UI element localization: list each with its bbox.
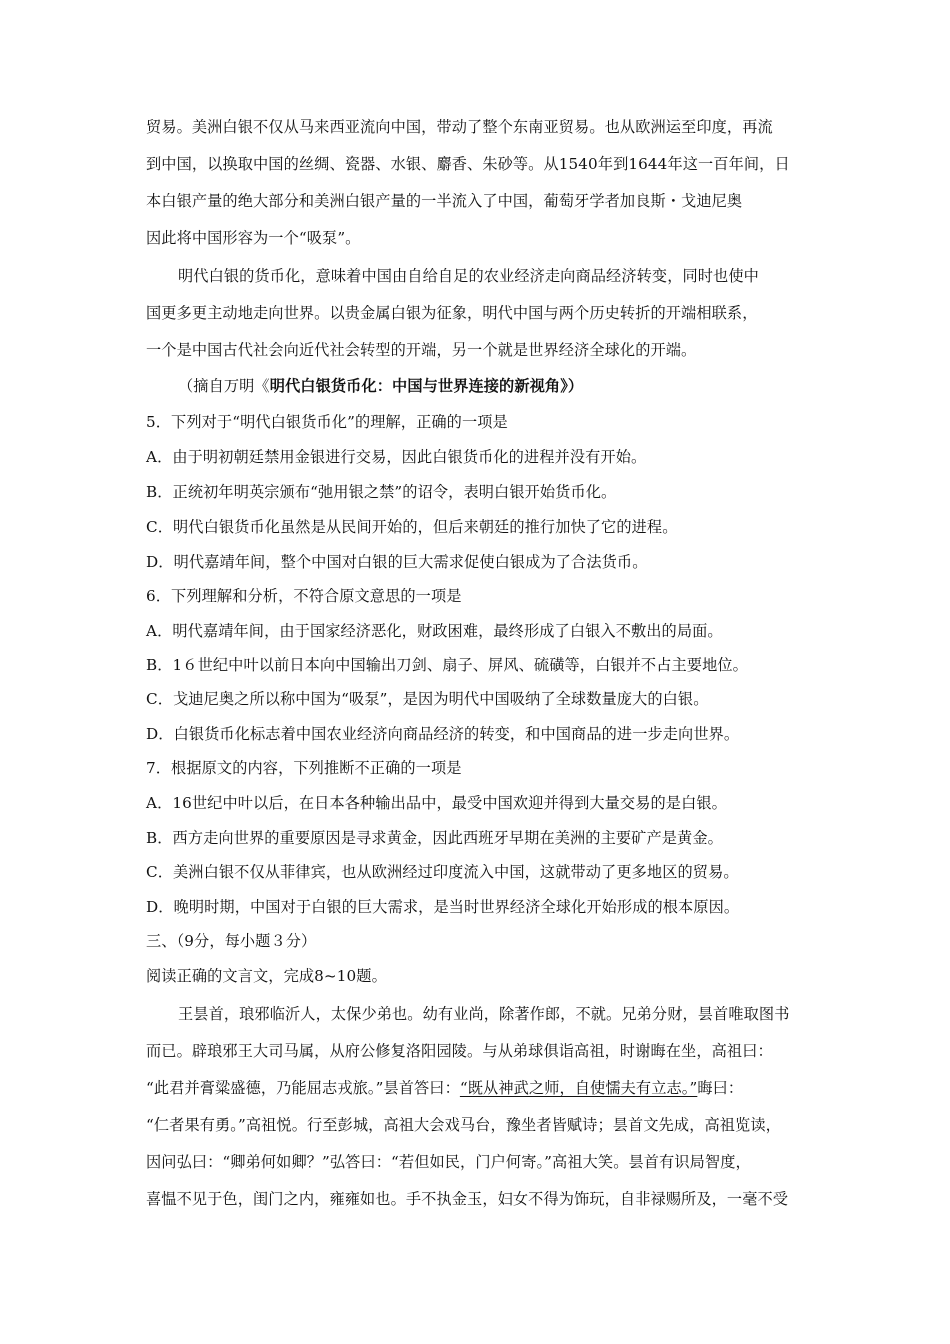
question-5: 5．下列对于“明代白银货币化”的理解，正确的一项是	[146, 413, 508, 431]
classical-line: 王昙首，琅邪临沂人，太保少弟也。幼有业尚，除著作郎，不就。兄弟分财，昙首唯取图书	[178, 1005, 790, 1023]
classical-line: 而已。辟琅邪王大司马属，从府公修复洛阳园陵。与从弟球俱诣高祖，时谢晦在坐，高祖曰：	[146, 1042, 773, 1060]
passage-line: 明代白银的货币化，意味着中国由自给自足的农业经济走向商品经济转变，同时也使中	[178, 267, 759, 285]
section-instruction: 阅读正确的文言文，完成8~10题。	[146, 967, 387, 985]
classical-text: “此君并膏粱盛德，乃能屈志戎旅。”昙首答曰：	[146, 1079, 460, 1097]
passage-line: 本白银产量的绝大部分和美洲白银产量的一半流入了中国，葡萄牙学者加良斯・戈迪尼奥	[146, 192, 743, 210]
classical-text: 晦曰：	[697, 1079, 744, 1097]
option-7c: C．美洲白银不仅从菲律宾，也从欧洲经过印度流入中国，这就带动了更多地区的贸易。	[146, 863, 739, 881]
question-6: 6．下列理解和分析，不符合原文意思的一项是	[146, 587, 462, 605]
section-heading: 三、（9分，每小题３分）	[146, 932, 317, 950]
passage-line: 一个是中国古代社会向近代社会转型的开端，另一个就是世界经济全球化的开端。	[146, 341, 697, 359]
passage-line: 贸易。美洲白银不仅从马来西亚流向中国，带动了整个东南亚贸易。也从欧洲运至印度，再流	[146, 118, 773, 136]
classical-line: 因问弘曰：“卿弟何如卿？”弘答曰：“若但如民，门户何寄。”高祖大笑。昙首有识局智度，	[146, 1153, 751, 1171]
source-prefix: （摘自万明《	[178, 377, 270, 395]
option-6d: D．白银货币化标志着中国农业经济向商品经济的转变，和中国商品的进一步走向世界。	[146, 725, 740, 743]
option-6a: A．明代嘉靖年间，由于国家经济恶化，财政困难，最终形成了白银入不敷出的局面。	[146, 622, 723, 640]
passage-line: 到中国，以换取中国的丝绸、瓷器、水银、麝香、朱砂等。从1540年到1644年这一百年间，日	[146, 155, 790, 173]
option-5b: B．正统初年明英宗颁布“弛用银之禁”的诏令，表明白银开始货币化。	[146, 483, 617, 501]
option-7a: A．16世纪中叶以后，在日本各种输出品中，最受中国欢迎并得到大量交易的是白银。	[146, 794, 727, 812]
underlined-sentence: “既从神武之师，自使懦夫有立志。”	[459, 1079, 698, 1097]
classical-line: 喜愠不见于色，闺门之内，雍雍如也。手不执金玉，妇女不得为饰玩，自非禄赐所及，一毫不受	[146, 1190, 789, 1208]
question-7: 7．根据原文的内容，下列推断不正确的一项是	[146, 759, 462, 777]
classical-line	[146, 1078, 743, 1098]
option-6b: B．1６世纪中叶以前日本向中国输出刀剑、扇子、屏风、硫磺等，白银并不占主要地位。	[146, 656, 748, 674]
option-7b: B．西方走向世界的重要原因是寻求黄金，因此西班牙早期在美洲的主要矿产是黄金。	[146, 829, 723, 847]
option-5d: D．明代嘉靖年间，整个中国对白银的巨大需求促使白银成为了合法货币。	[146, 553, 648, 571]
source-title: 明代白银货币化：中国与世界连接的新视角》）	[269, 377, 584, 395]
option-5c: C．明代白银货币化虽然是从民间开始的，但后来朝廷的推行加快了它的进程。	[146, 518, 678, 536]
source-citation	[178, 376, 583, 396]
passage-line: 国更多更主动地走向世界。以贵金属白银为征象，明代中国与两个历史转折的开端相联系，	[146, 304, 758, 322]
passage-line: 因此将中国形容为一个“吸泵”。	[146, 229, 361, 247]
option-7d: D．晚明时期，中国对于白银的巨大需求，是当时世界经济全球化开始形成的根本原因。	[146, 898, 740, 916]
option-6c: C．戈迪尼奥之所以称中国为“吸泵”，是因为明代中国吸纳了全球数量庞大的白银。	[146, 690, 709, 708]
classical-line: “仁者果有勇。”高祖悦。行至彭城，高祖大会戏马台，豫坐者皆赋诗；昙首文先成，高祖览读，	[146, 1116, 781, 1134]
option-5a: A．由于明初朝廷禁用金银进行交易，因此白银货币化的进程并没有开始。	[146, 448, 647, 466]
